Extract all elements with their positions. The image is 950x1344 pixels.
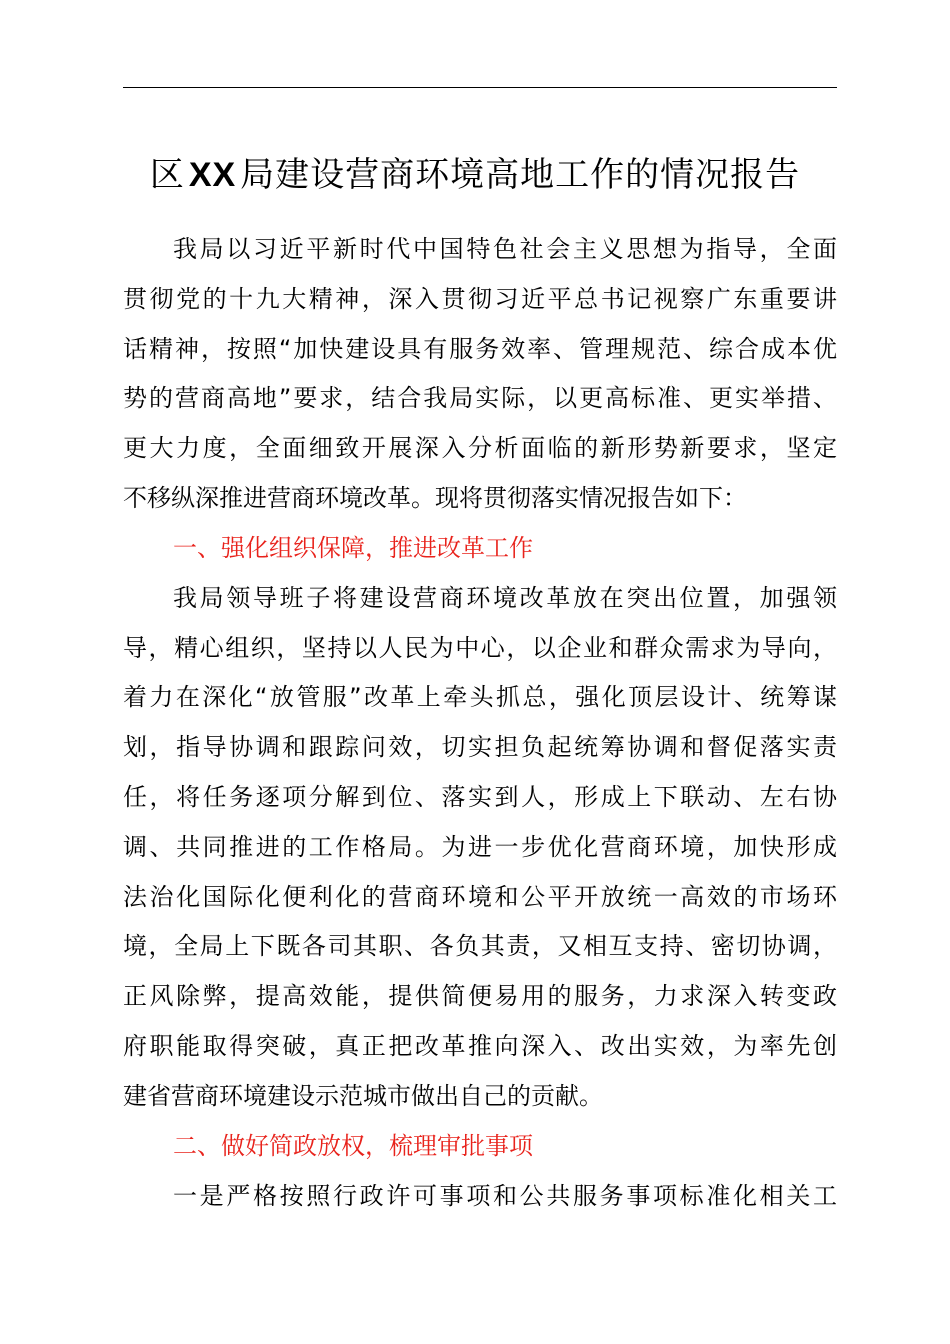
- paragraph-line: 一是严格按照行政许可事项和公共服务事项标准化相关工: [173, 1182, 837, 1210]
- paragraph-line: 法治化国际化便利化的营商环境和公平开放统一高效的市场环: [123, 883, 837, 911]
- paragraph-line: 着力在深化“放管服”改革上牵头抓总，强化顶层设计、统筹谋: [123, 683, 837, 711]
- paragraph-line: 我局领导班子将建设营商环境改革放在突出位置，加强领: [173, 584, 837, 612]
- paragraph-line: 我局以习近平新时代中国特色社会主义思想为指导，全面: [173, 235, 837, 263]
- document-title: [0, 150, 950, 200]
- paragraph-line: 更大力度，全面细致开展深入分析面临的新形势新要求，坚定: [123, 434, 837, 462]
- section-heading-2: 二、做好简政放权，梳理审批事项: [173, 1132, 533, 1160]
- paragraph-line: 境，全局上下既各司其职、各负其责，又相互支持、密切协调，: [123, 932, 837, 960]
- paragraph-line: 势的营商高地”要求，结合我局实际，以更高标准、更实举措、: [123, 384, 837, 412]
- paragraph-line: 建省营商环境建设示范城市做出自己的贡献。: [123, 1082, 603, 1110]
- paragraph-line: 贯彻党的十九大精神，深入贯彻习近平总书记视察广东重要讲: [123, 285, 837, 313]
- paragraph-line: 正风除弊，提高效能，提供简便易用的服务，力求深入转变政: [123, 982, 837, 1010]
- paragraph-line: 导，精心组织，坚持以人民为中心，以企业和群众需求为导向，: [123, 634, 837, 662]
- title-suffix: 局建设营商环境高地工作的情况报告: [240, 155, 801, 195]
- paragraph-line: 调、共同推进的工作格局。为进一步优化营商环境，加快形成: [123, 833, 837, 861]
- paragraph-line: 不移纵深推进营商环境改革。现将贯彻落实情况报告如下：: [123, 484, 747, 512]
- paragraph-line: 府职能取得突破，真正把改革推向深入、改出实效，为率先创: [123, 1032, 837, 1060]
- paragraph-line: 话精神，按照“加快建设具有服务效率、管理规范、综合成本优: [123, 335, 837, 363]
- header-rule: [123, 87, 837, 88]
- paragraph-line: 任，将任务逐项分解到位、落实到人，形成上下联动、左右协: [123, 783, 837, 811]
- title-prefix: 区: [149, 155, 185, 195]
- section-heading-1: 一、强化组织保障，推进改革工作: [173, 534, 533, 562]
- title-placeholder-xx: XX: [188, 156, 237, 194]
- paragraph-line: 划，指导协调和跟踪问效，切实担负起统筹协调和督促落实责: [123, 733, 837, 761]
